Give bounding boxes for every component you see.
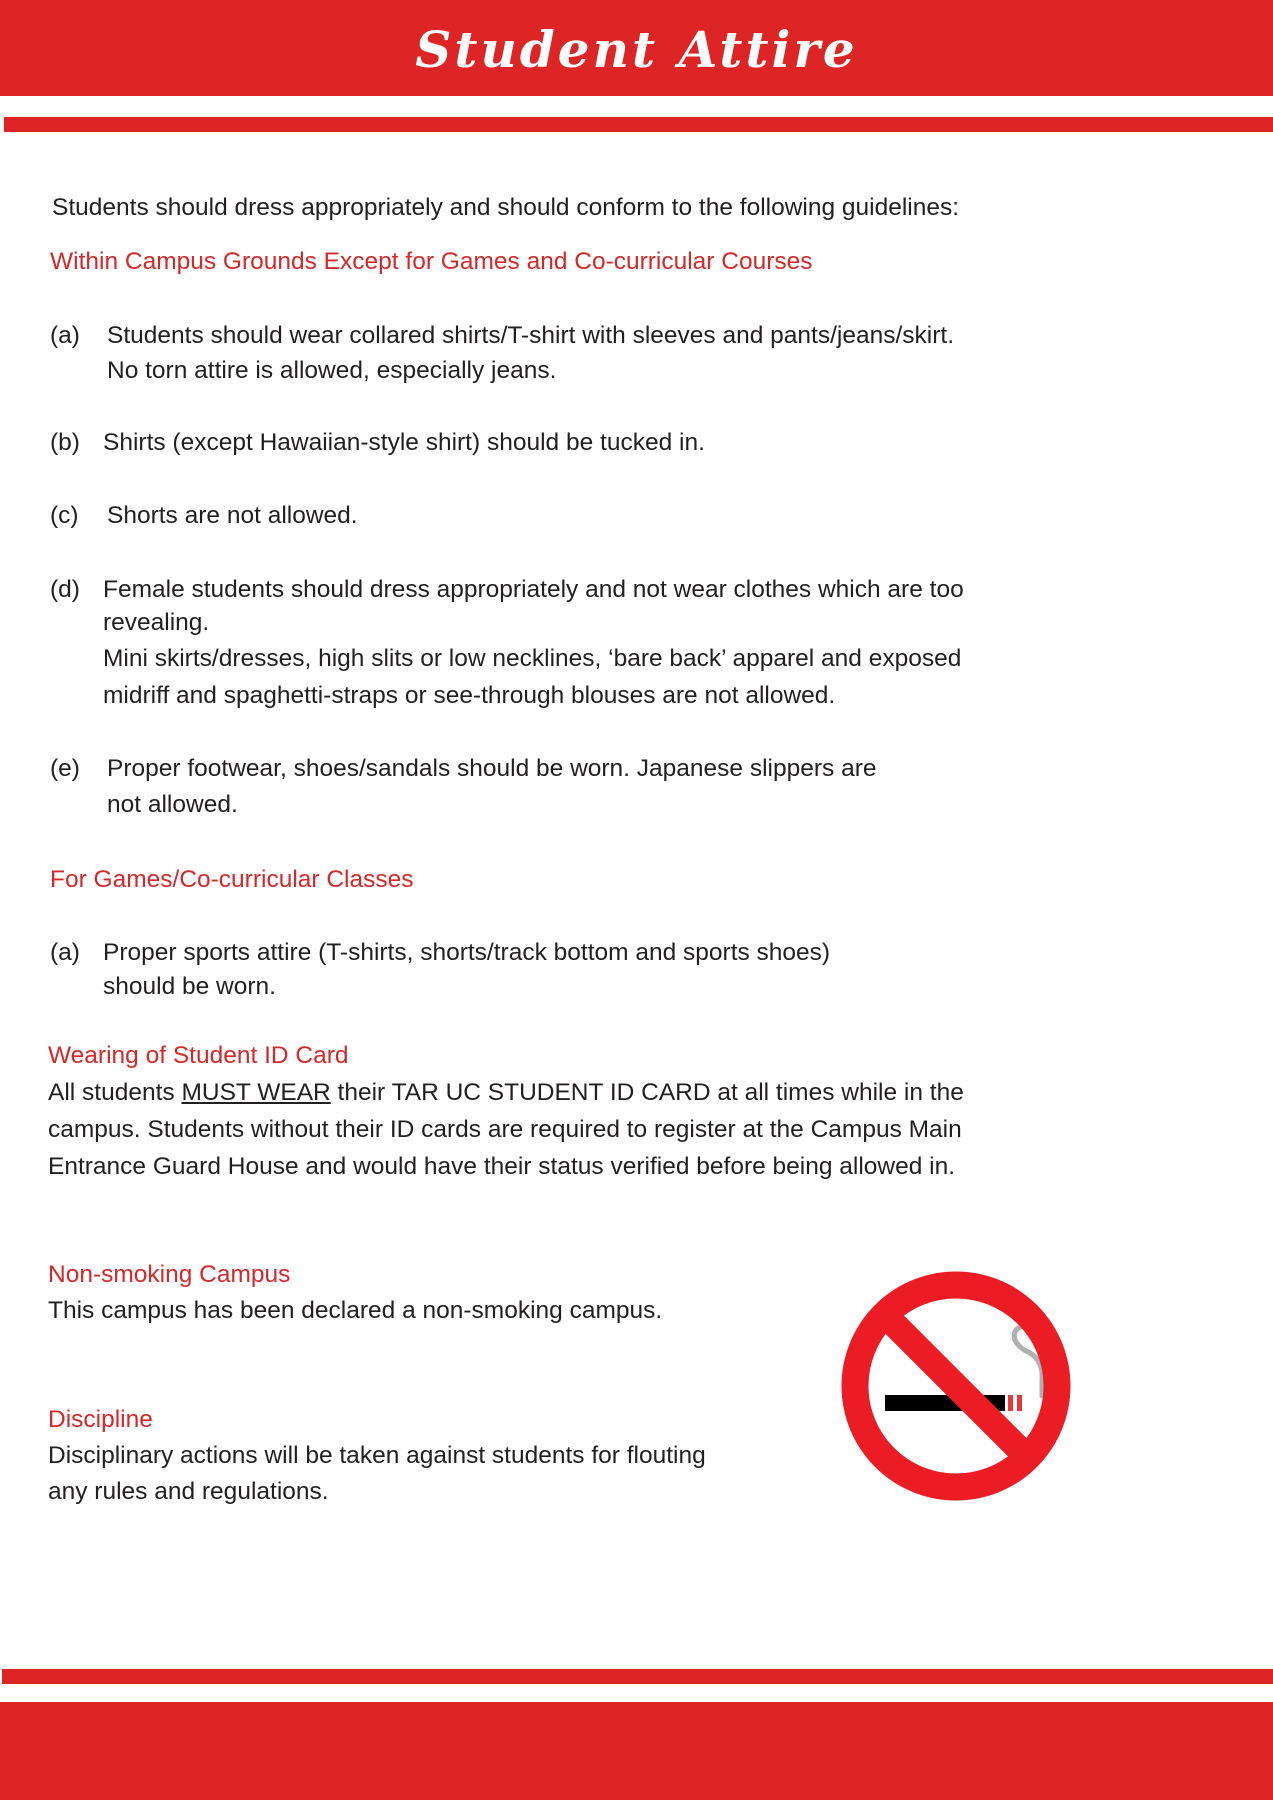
item-text: midriff and spaghetti-straps or see-through blouses are not allowed. <box>103 682 836 709</box>
item-label: (b) <box>50 429 80 456</box>
item-text: Shorts are not allowed. <box>107 502 358 529</box>
item-text: Proper footwear, shoes/sandals should be worn. Japanese slippers are <box>107 755 877 782</box>
section-heading-non-smoking: Non-smoking Campus <box>48 1261 291 1288</box>
item-label: (e) <box>50 755 80 782</box>
section-heading-id-card: Wearing of Student ID Card <box>48 1042 349 1069</box>
id-card-line-3: Entrance Guard House and would have their status verified before being allowed in. <box>48 1153 956 1180</box>
section-heading-discipline: Discipline <box>48 1406 153 1433</box>
item-label: (a) <box>50 322 80 349</box>
item-text: should be worn. <box>103 973 276 1000</box>
footer-bar <box>0 1702 1273 1800</box>
intro-text: Students should dress appropriately and should conform to the following guidelines: <box>52 194 960 221</box>
text: All students <box>48 1079 182 1106</box>
item-text: Shirts (except Hawaiian-style shirt) should be tucked in. <box>103 429 705 456</box>
item-text: Mini skirts/dresses, high slits or low necklines, ‘bare back’ apparel and exposed <box>103 645 962 672</box>
item-text: Female students should dress appropriately and not wear clothes which are too <box>103 576 964 603</box>
discipline-text: Disciplinary actions will be taken against students for flouting <box>48 1442 706 1469</box>
footer-divider <box>2 1669 1273 1684</box>
item-text: No torn attire is allowed, especially jeans. <box>107 357 557 384</box>
item-label: (d) <box>50 576 80 603</box>
item-text: Proper sports attire (T-shirts, shorts/track bottom and sports shoes) <box>103 939 831 966</box>
text: their TAR UC STUDENT ID CARD at all times while in the <box>330 1079 964 1106</box>
page-title: Student Attire <box>415 20 858 79</box>
item-text: Students should wear collared shirts/T-shirt with sleeves and pants/jeans/skirt. <box>107 322 955 349</box>
section-heading-games: For Games/Co-curricular Classes <box>50 866 414 893</box>
non-smoking-text: This campus has been declared a non-smoking campus. <box>48 1297 663 1324</box>
id-card-line-1 <box>48 1078 964 1108</box>
item-text: revealing. <box>103 609 210 636</box>
header-divider <box>4 117 1273 132</box>
no-smoking-icon <box>838 1268 1074 1504</box>
item-label: (a) <box>50 939 80 966</box>
id-card-line-2: campus. Students without their ID cards are required to register at the Campus Main <box>48 1116 962 1143</box>
discipline-text: any rules and regulations. <box>48 1478 329 1505</box>
item-label: (c) <box>50 502 79 529</box>
section-heading-campus: Within Campus Grounds Except for Games and Co-curricular Courses <box>50 248 813 275</box>
emphasis-text: MUST WEAR <box>181 1079 331 1106</box>
item-text: not allowed. <box>107 791 238 818</box>
